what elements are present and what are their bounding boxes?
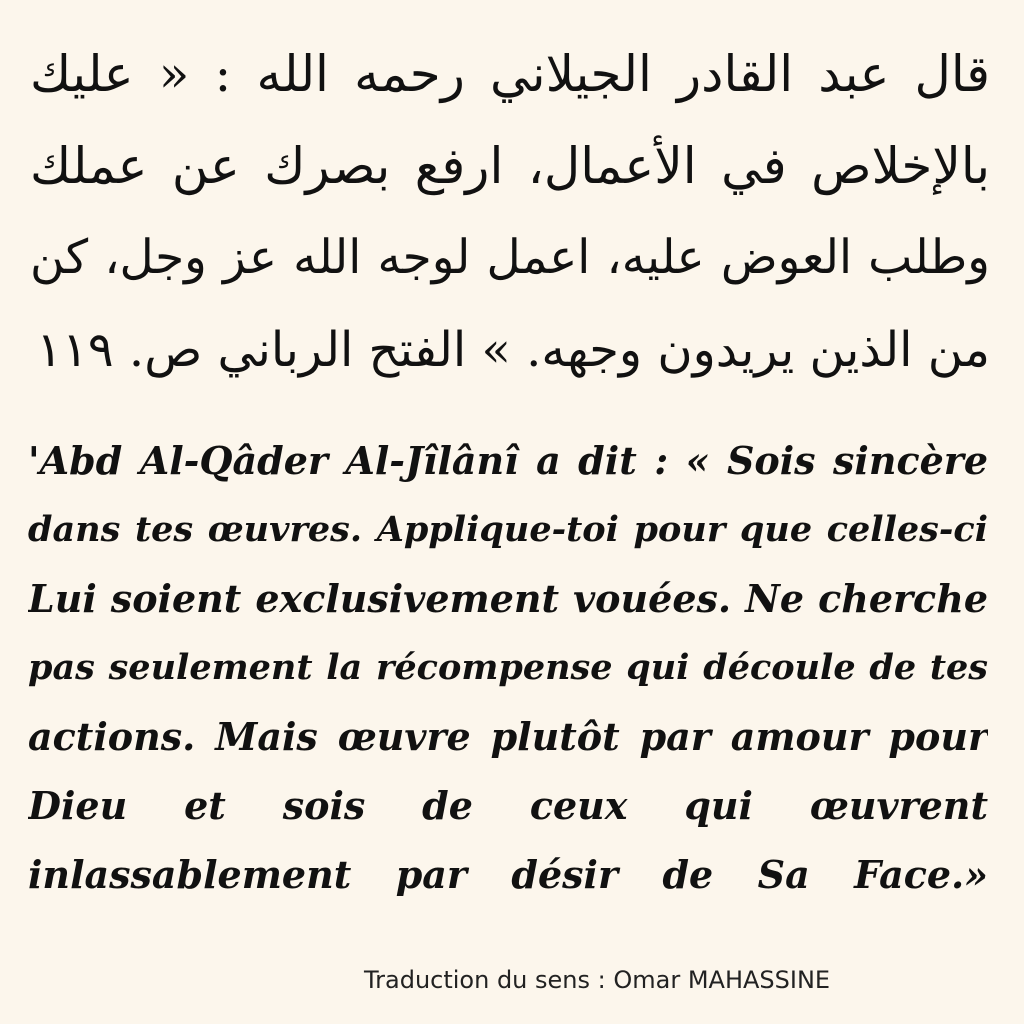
translation-credit: Traduction du sens : Omar MAHASSINE: [364, 966, 831, 994]
french-line-4: pas seulement la récompense qui découle de tes: [28, 647, 988, 688]
arabic-line-1: قال عبد القادر الجيلاني رحمه الله : « عليك: [30, 45, 990, 103]
french-line-2: dans tes œuvres. Applique-toi pour que celles-ci: [28, 509, 988, 550]
french-line-1: 'Abd Al-Qâder Al-Jîlânî a dit : « Sois sincère: [28, 438, 988, 483]
french-line-6: Dieu et sois de ceux qui œuvrent: [28, 783, 988, 828]
arabic-line-3: وطلب العوض عليه، اعمل لوجه الله عز وجل، كن: [30, 230, 990, 285]
french-translation: [28, 426, 988, 909]
french-line-7: inlassablement par désir de Sa Face.»: [28, 852, 988, 897]
arabic-quote: [30, 28, 990, 396]
arabic-line-2: بالإخلاص في الأعمال، ارفع بصرك عن عملك: [30, 137, 990, 195]
french-line-3: Lui soient exclusivement vouées. Ne cherche: [28, 576, 988, 621]
french-line-5: actions. Mais œuvre plutôt par amour pour: [28, 714, 988, 759]
arabic-line-4: من الذين يريدون وجهه. » الفتح الرباني ص. ١١٩: [36, 322, 990, 378]
